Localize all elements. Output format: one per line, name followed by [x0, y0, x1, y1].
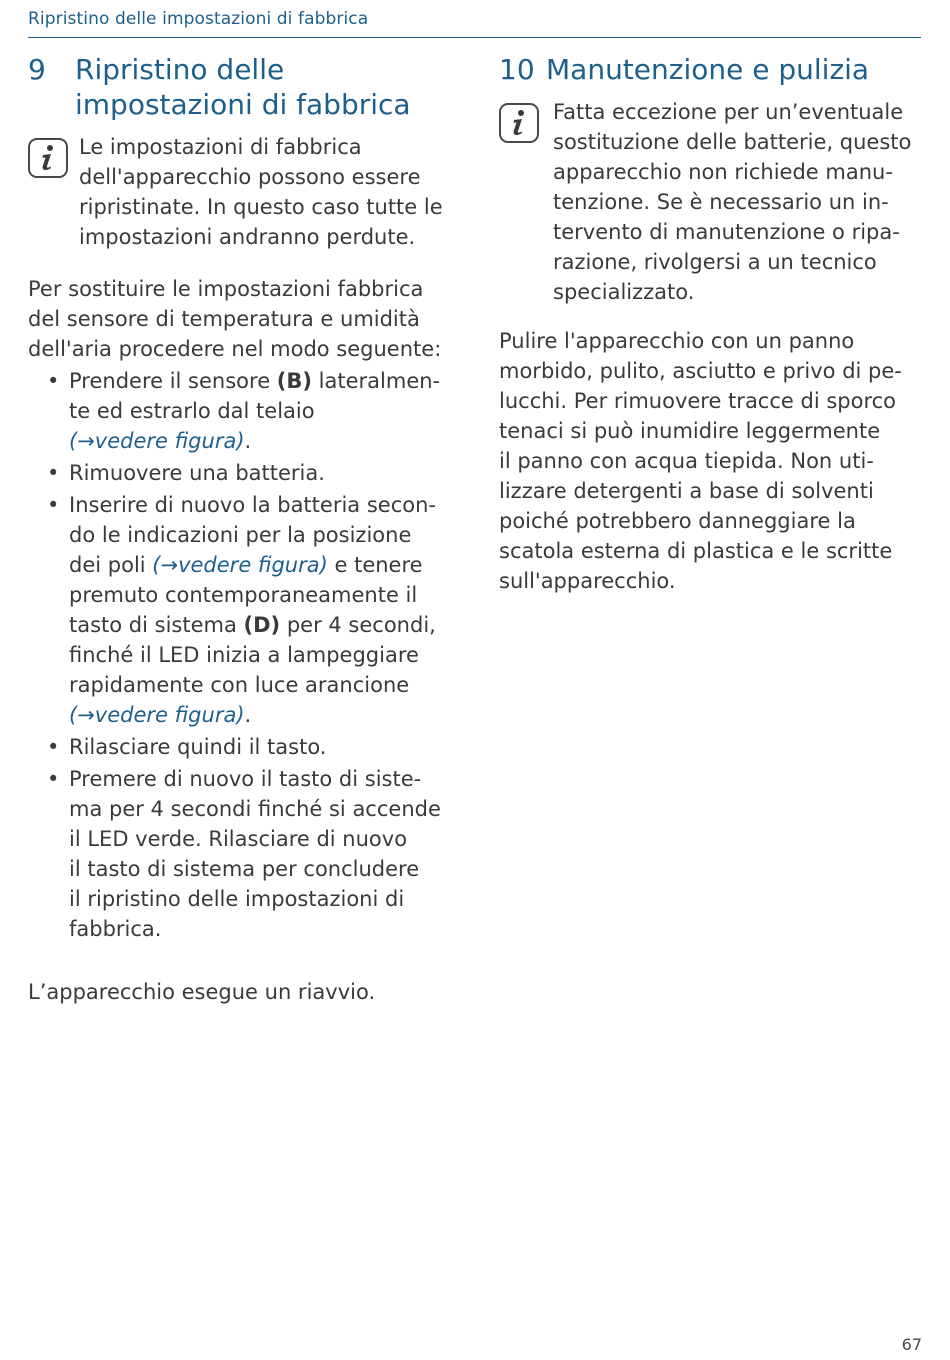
body-line: poiché potrebbero danneggiare la — [499, 509, 856, 533]
step-text: Rilasciare quindi il tasto. — [69, 735, 327, 759]
figure-reference-link[interactable]: (→vedere figura) — [69, 429, 245, 453]
note-line: dell'apparecchio possono essere — [79, 165, 421, 189]
intro-paragraph — [28, 274, 453, 364]
list-item — [28, 732, 453, 762]
part-label: (D) — [243, 613, 281, 637]
body-line: il panno con acqua tiepida. Non uti- — [499, 449, 874, 473]
list-item — [28, 366, 453, 456]
step-text: finché il LED inizia a lampeggiare — [69, 643, 419, 667]
intro-line: Per sostituire le impostazioni fabbrica — [28, 277, 424, 301]
figure-reference-link[interactable]: (→vedere figura) — [152, 553, 328, 577]
list-item — [28, 490, 453, 730]
step-text: te ed estrarlo dal telaio — [69, 399, 315, 423]
list-item — [28, 764, 453, 944]
info-note-text — [79, 132, 443, 252]
list-item — [28, 458, 453, 488]
note-line: impostazioni andranno perdute. — [79, 225, 416, 249]
note-line: Fatta eccezione per un’eventuale — [553, 100, 904, 124]
note-line: apparecchio non richiede manu- — [553, 160, 893, 184]
bullet: • — [47, 461, 60, 485]
step-text: il LED verde. Rilasciare di nuovo — [69, 827, 408, 851]
body-line: Pulire l'apparecchio con un panno — [499, 329, 855, 353]
step-text: lateralmen- — [312, 369, 441, 393]
step-text: Rimuovere una batteria. — [69, 461, 325, 485]
figure-reference-link[interactable]: (→vedere figura) — [69, 703, 245, 727]
note-line: sostituzione delle batterie, questo — [553, 130, 912, 154]
outro-paragraph: L’apparecchio esegue un riavvio. — [28, 980, 376, 1004]
step-text: il tasto di sistema per concludere — [69, 857, 420, 881]
note-line: Le impostazioni di fabbrica — [79, 135, 362, 159]
note-line: razione, rivolgersi a un tecnico — [553, 250, 877, 274]
section-title: Manutenzione e pulizia — [546, 53, 870, 86]
cleaning-paragraph — [499, 326, 924, 596]
section-number: 9 — [28, 53, 46, 86]
section-heading — [499, 52, 924, 87]
step-text: il ripristino delle impostazioni di — [69, 887, 405, 911]
step-text: do le indicazioni per la posizione — [69, 523, 412, 547]
step-text: dei poli — [69, 553, 153, 577]
step-text: Inserire di nuovo la batteria secon- — [69, 493, 436, 517]
header-divider — [28, 37, 921, 38]
body-line: morbido, pulito, asciutto e privo di pe- — [499, 359, 902, 383]
step-text: Premere di nuovo il tasto di siste- — [69, 767, 422, 791]
bullet: • — [47, 735, 60, 759]
section-title-line: impostazioni di fabbrica — [75, 88, 411, 121]
info-note — [499, 97, 924, 307]
section-title-line: Ripristino delle — [75, 53, 285, 86]
step-text: premuto contemporaneamente il — [69, 583, 418, 607]
step-text: per 4 secondi, — [280, 613, 436, 637]
step-text: tasto di sistema — [69, 613, 244, 637]
body-line: lucchi. Per rimuovere tracce di sporco — [499, 389, 897, 413]
running-header: Ripristino delle impostazioni di fabbrica — [28, 9, 369, 29]
note-line: specializzato. — [553, 280, 695, 304]
part-label: (B) — [276, 369, 312, 393]
bullet: • — [47, 369, 60, 393]
step-text: fabbrica. — [69, 917, 162, 941]
steps-list — [28, 366, 453, 944]
punctuation: . — [244, 429, 252, 453]
body-line: sull'apparecchio. — [499, 569, 676, 593]
section-heading — [28, 52, 453, 122]
body-line: scatola esterna di plastica e le scritte — [499, 539, 893, 563]
info-note-text — [553, 97, 911, 307]
section-number: 10 — [499, 53, 535, 86]
info-icon — [28, 138, 68, 178]
step-text: Prendere il sensore — [69, 369, 277, 393]
section-title — [75, 52, 453, 122]
page-number: 67 — [901, 1335, 922, 1354]
bullet: • — [47, 767, 60, 791]
step-text: ma per 4 secondi finché si accende — [69, 797, 441, 821]
info-icon — [499, 103, 539, 143]
info-note — [28, 132, 453, 252]
note-line: tervento di manutenzione o ripa- — [553, 220, 900, 244]
body-line: tenaci si può inumidire leggermente — [499, 419, 881, 443]
bullet: • — [47, 493, 60, 517]
intro-line: del sensore di temperatura e umidità — [28, 307, 420, 331]
step-text: e tenere — [327, 553, 423, 577]
section-factory-reset — [28, 52, 453, 1007]
note-line: ripristinate. In questo caso tutte le — [79, 195, 443, 219]
section-maintenance — [499, 52, 924, 596]
punctuation: . — [244, 703, 252, 727]
intro-line: dell'aria procedere nel modo seguente: — [28, 337, 442, 361]
body-line: lizzare detergenti a base di solventi — [499, 479, 874, 503]
step-text: rapidamente con luce arancione — [69, 673, 410, 697]
note-line: tenzione. Se è necessario un in- — [553, 190, 889, 214]
